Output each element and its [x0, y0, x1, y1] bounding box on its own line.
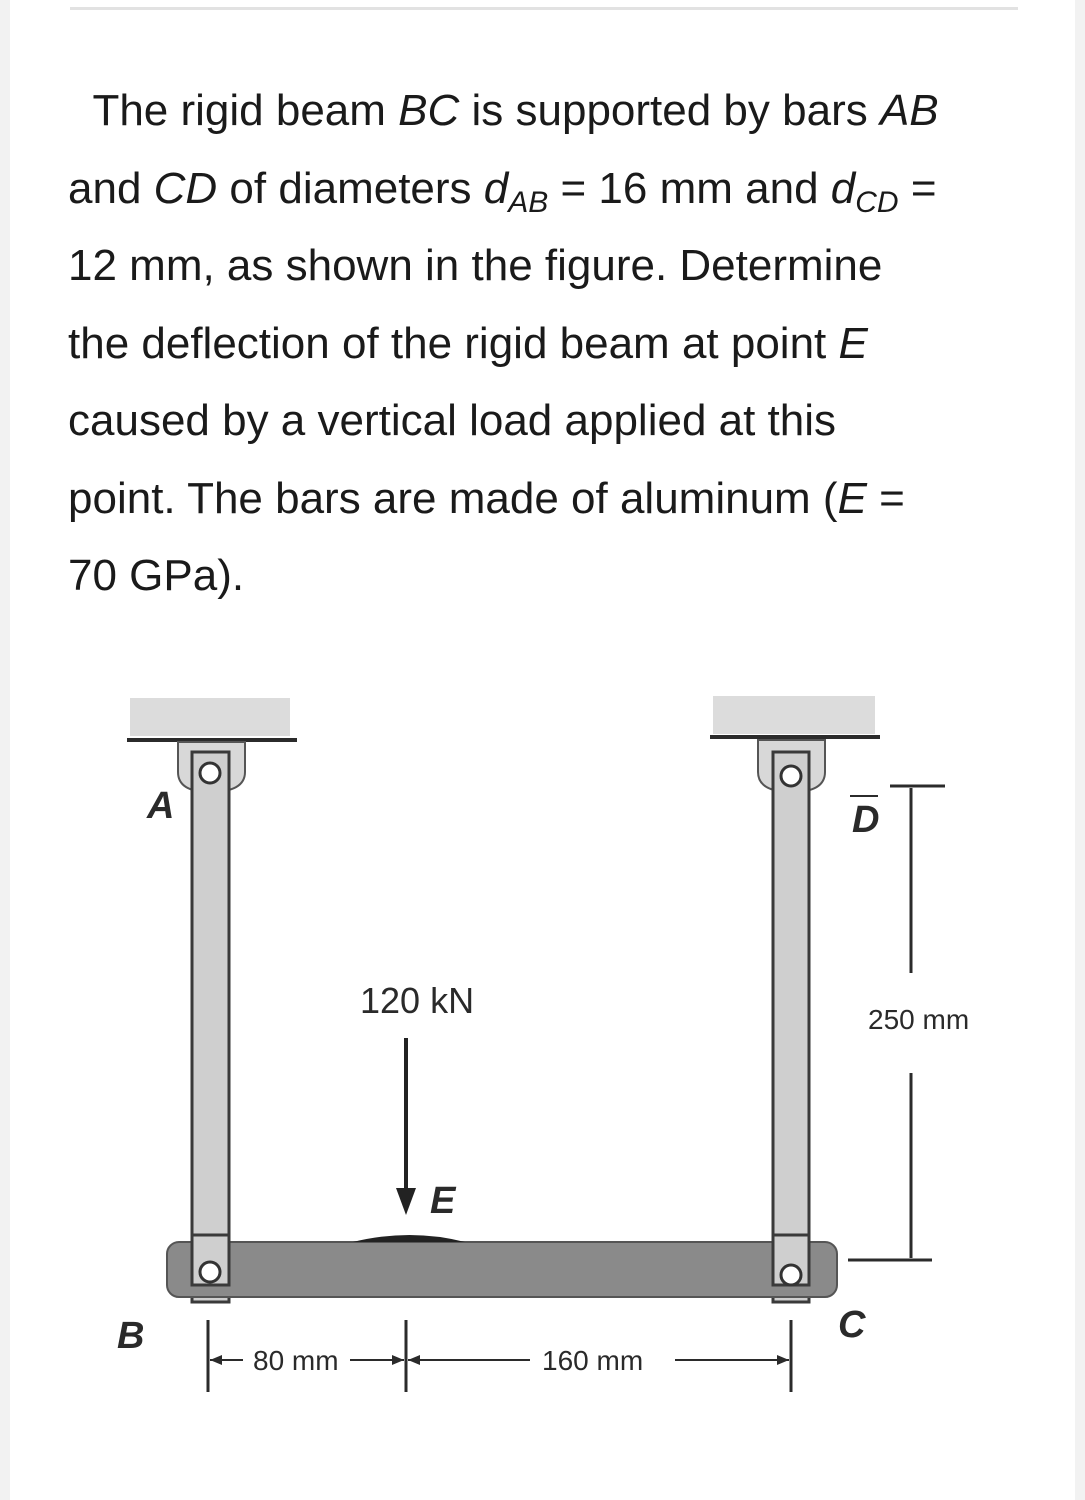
- divider: [70, 7, 1018, 10]
- label-a: A: [147, 785, 175, 827]
- problem-line: caused by a vertical load applied at this: [68, 396, 837, 445]
- arrow-left-b: [392, 1355, 404, 1365]
- bar-ab: [192, 752, 229, 1302]
- support-a: [130, 698, 290, 736]
- bar-cd: [773, 752, 809, 1302]
- pin-d: [781, 766, 801, 786]
- dim-left-label: 80 mm: [253, 1345, 339, 1376]
- problem-line: The rigid beam BC is supported by bars AB: [92, 86, 939, 135]
- label-c: C: [838, 1304, 866, 1346]
- page: [10, 0, 1075, 1500]
- label-e: E: [430, 1180, 456, 1222]
- problem-statement: [68, 72, 1028, 615]
- load-arrow-head: [396, 1188, 416, 1215]
- load-label: 120 kN: [360, 980, 475, 1021]
- load-pad: [353, 1235, 465, 1242]
- label-b: B: [117, 1315, 145, 1357]
- pin-a: [200, 763, 220, 783]
- arrow-right-a: [408, 1355, 420, 1365]
- dim-height-label: 250 mm: [868, 1004, 970, 1035]
- problem-line: and CD of diameters $d_{AB} = 16$ mm and $d_{CD}$ =: [68, 163, 937, 219]
- beam-figure: [10, 680, 1075, 1440]
- arrow-left-a: [210, 1355, 222, 1365]
- pin-c: [781, 1265, 801, 1285]
- problem-line: the deflection of the rigid beam at point E: [68, 318, 868, 368]
- problem-line: 70 GPa).: [68, 551, 245, 600]
- problem-line: 12 mm, as shown in the figure. Determine: [68, 241, 883, 290]
- support-d: [713, 696, 875, 734]
- arrow-right-b: [777, 1355, 789, 1365]
- pin-b: [200, 1262, 220, 1282]
- label-d: D: [852, 799, 880, 841]
- rigid-beam-bc: [167, 1242, 837, 1297]
- problem-line: point. The bars are made of aluminum (E =: [68, 473, 905, 523]
- dim-right-label: 160 mm: [542, 1345, 644, 1376]
